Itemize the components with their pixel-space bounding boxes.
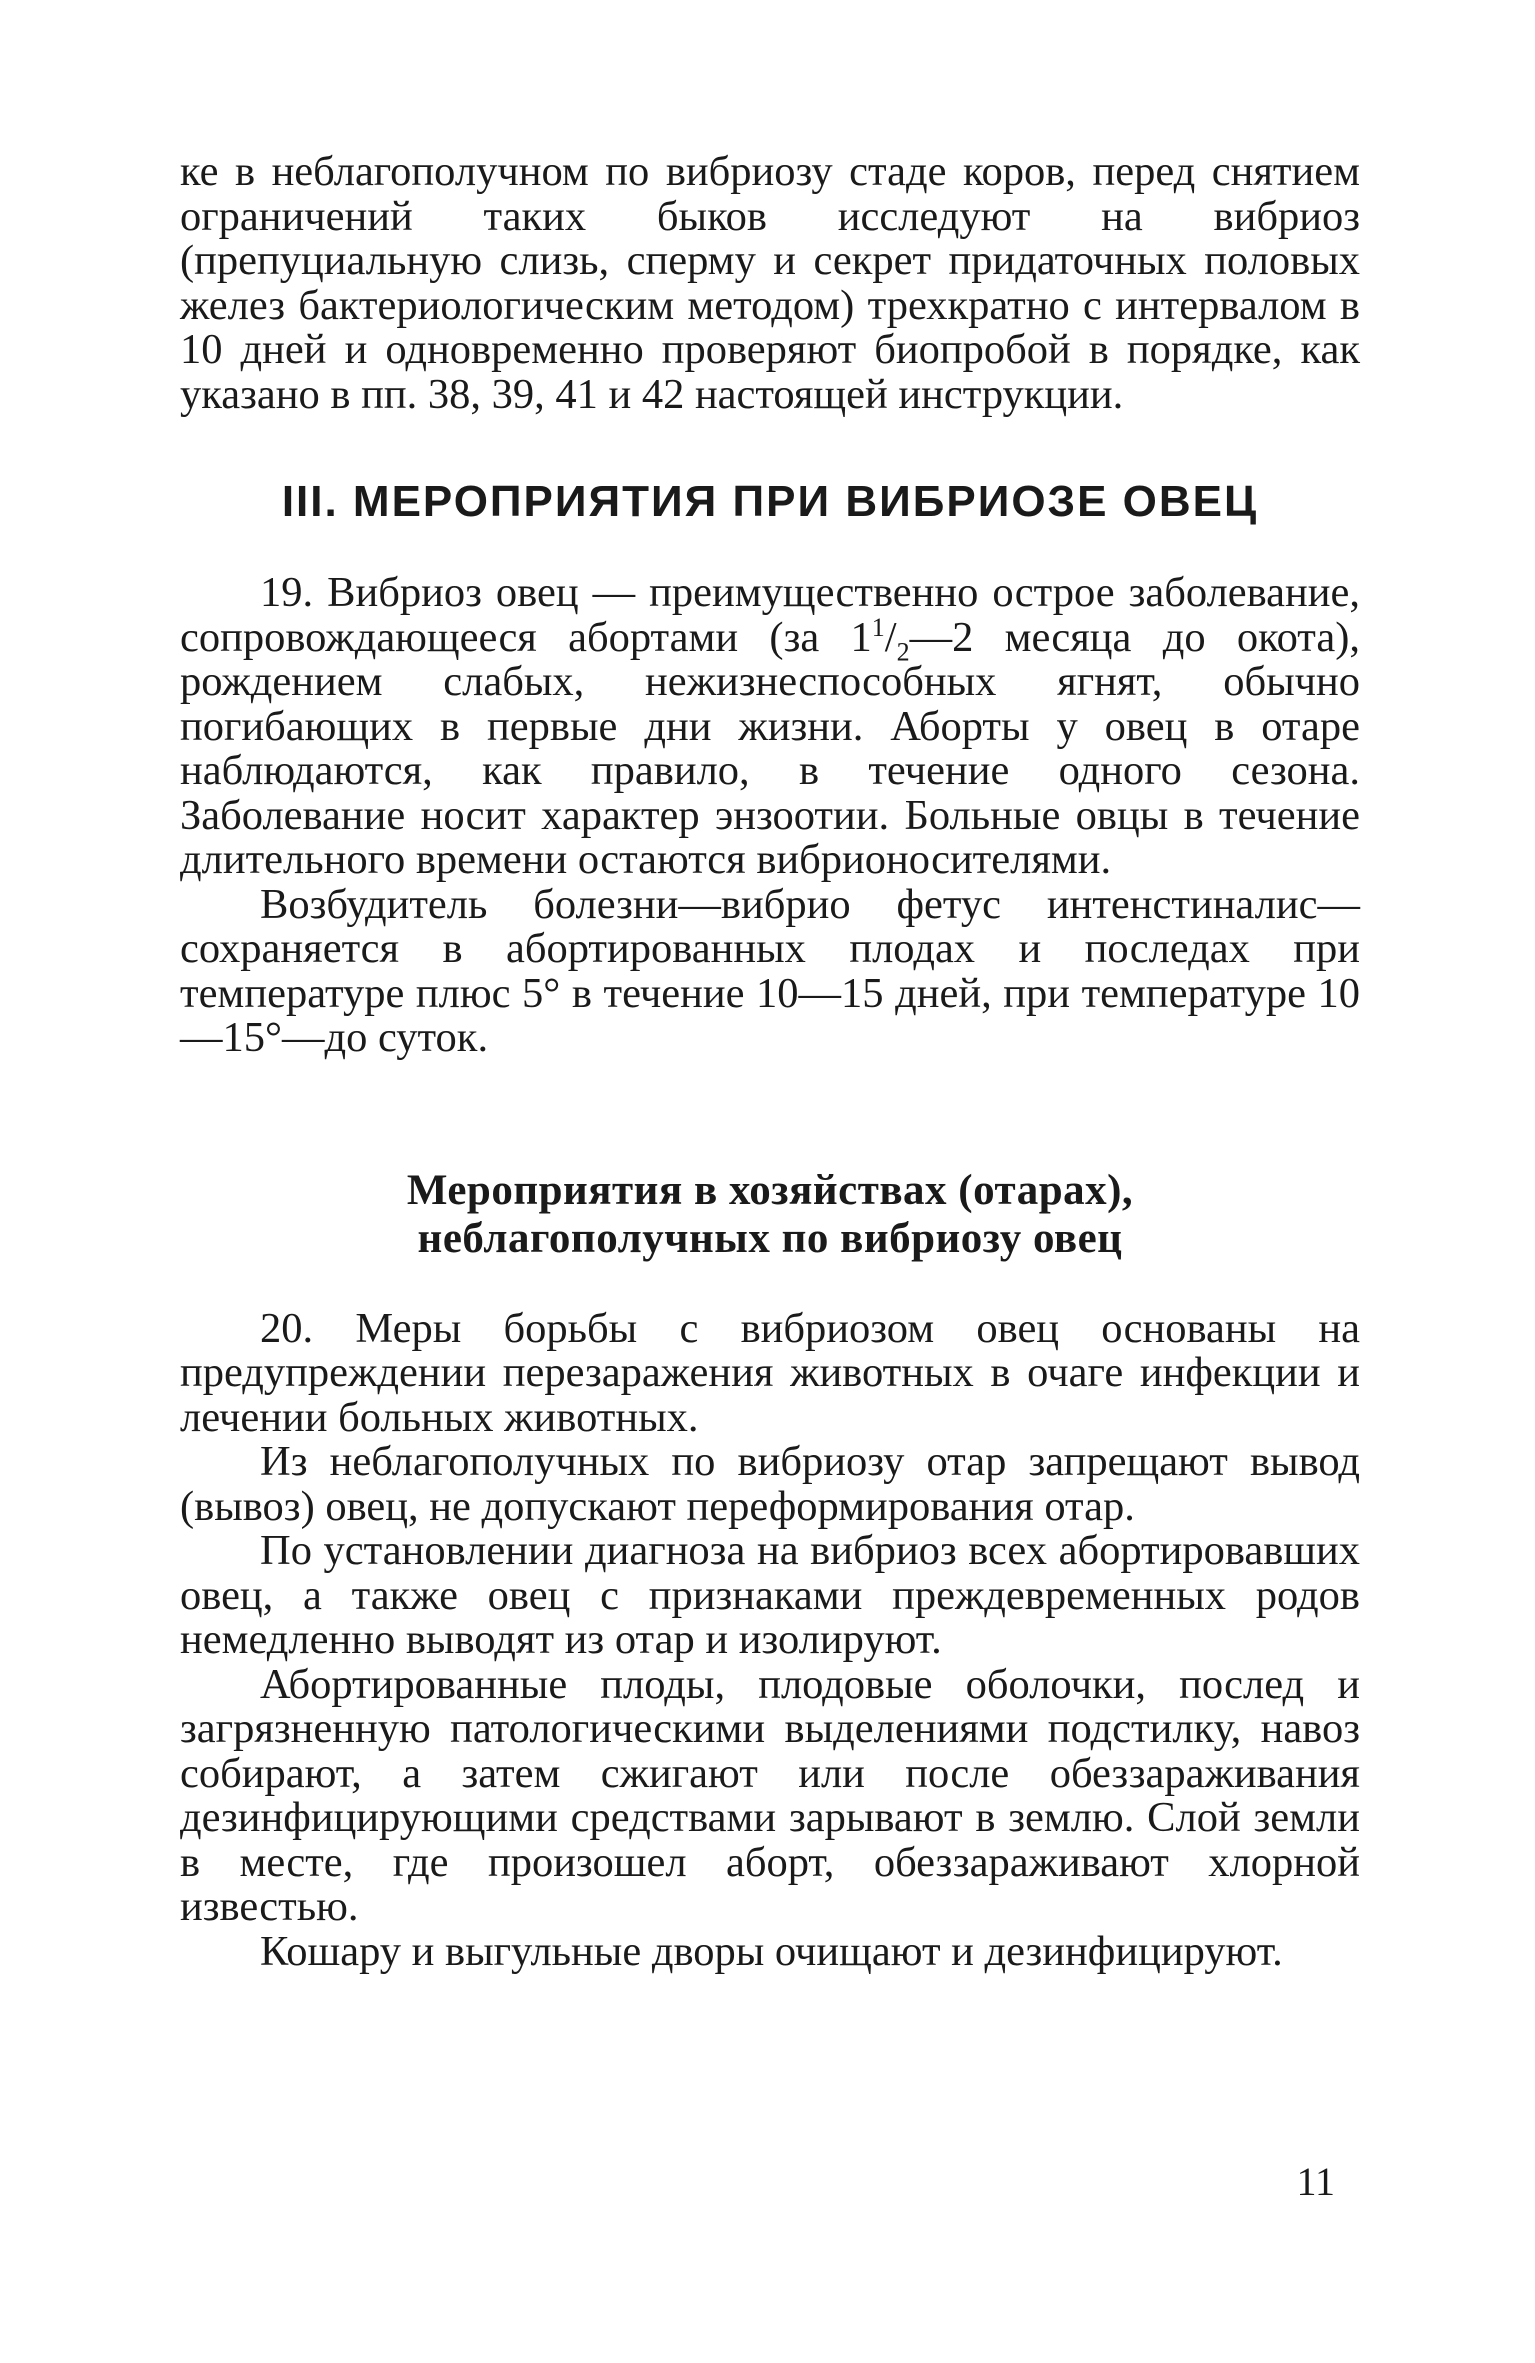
document-page	[180, 150, 1360, 1974]
prohibition-paragraph: Из неблагополучных по вибриозу отар запрещают вывод (вывоз) овец, не допускают переформирования отар.	[180, 1438, 1360, 1530]
page-number: 11	[1296, 2159, 1335, 2204]
subsection-heading	[180, 1167, 1360, 1263]
section-heading: III. МЕРОПРИЯТИЯ ПРИ ВИБРИОЗЕ ОВЕЦ	[281, 477, 1259, 526]
paragraph-20: 20. Меры борьбы с вибриозом овец основаны на предупреждении перезаражения животных в очаге инфекции и лечении больных животных.	[180, 1304, 1360, 1441]
fetuses-paragraph: Абортированные плоды, плодовые оболочки, послед и загрязненную патологическими выделениями подстилку, навоз собирают, а затем сжигают или после обеззараживания дезинфицирующими средствами зарывают в землю. Слой земли в месте, где произошел аборт, обеззараживают хлорной известью.	[180, 1660, 1360, 1930]
paragraph-19	[180, 571, 1360, 883]
fraction-slash: /	[884, 613, 897, 661]
fraction-denominator: 2	[896, 637, 910, 666]
koshara-paragraph: Кошару и выгульные дворы очищают и дезинфицируют.	[260, 1927, 1283, 1975]
subsection-heading-line-1: Мероприятия в хозяйствах (отарах),	[406, 1166, 1134, 1214]
pathogen-paragraph: Возбудитель болезни—вибрио фетус интенстиналис— сохраняется в абортированных плодах и последах при температуре плюс 5° в течение 10—15 дней, при температуре 10—15°—до суток.	[180, 880, 1360, 1061]
intro-paragraph: ке в неблагополучном по вибриозу стаде коров, перед снятием ограничений таких быков исследуют на вибриоз (препуциальную слизь, сперму и секрет придаточных половых желез бактериологическим методом) трехкратно с интервалом в 10 дней и одновременно проверяют биопробой в порядке, как указано в пп. 38, 39, 41 и 42 настоящей инструкции.	[180, 148, 1360, 418]
paragraph-19-text-start: 19. Вибриоз овец — преимущественно острое заболевание, сопровождающееся абортами (за 1	[180, 569, 1360, 661]
subsection-heading-line-2: неблагополучных по вибриозу овец	[417, 1214, 1123, 1262]
diagnosis-paragraph: По установлении диагноза на вибриоз всех абортировавших овец, а также овец с признаками преждевременных родов немедленно выводят из отар и изолируют.	[180, 1527, 1360, 1663]
fraction-numerator: 1	[871, 612, 885, 642]
paragraph-19-text-end: —2 месяца до окота), рождением слабых, нежизнеспособных ягнят, обычно погибающих в первые дни жизни. Аборты у овец в отаре наблюдаются, как правило, в течение одного сезона. Заболевание носит характер энзоотии. Больные овцы в течение длительного времени остаются вибрионосителями.	[180, 613, 1360, 883]
